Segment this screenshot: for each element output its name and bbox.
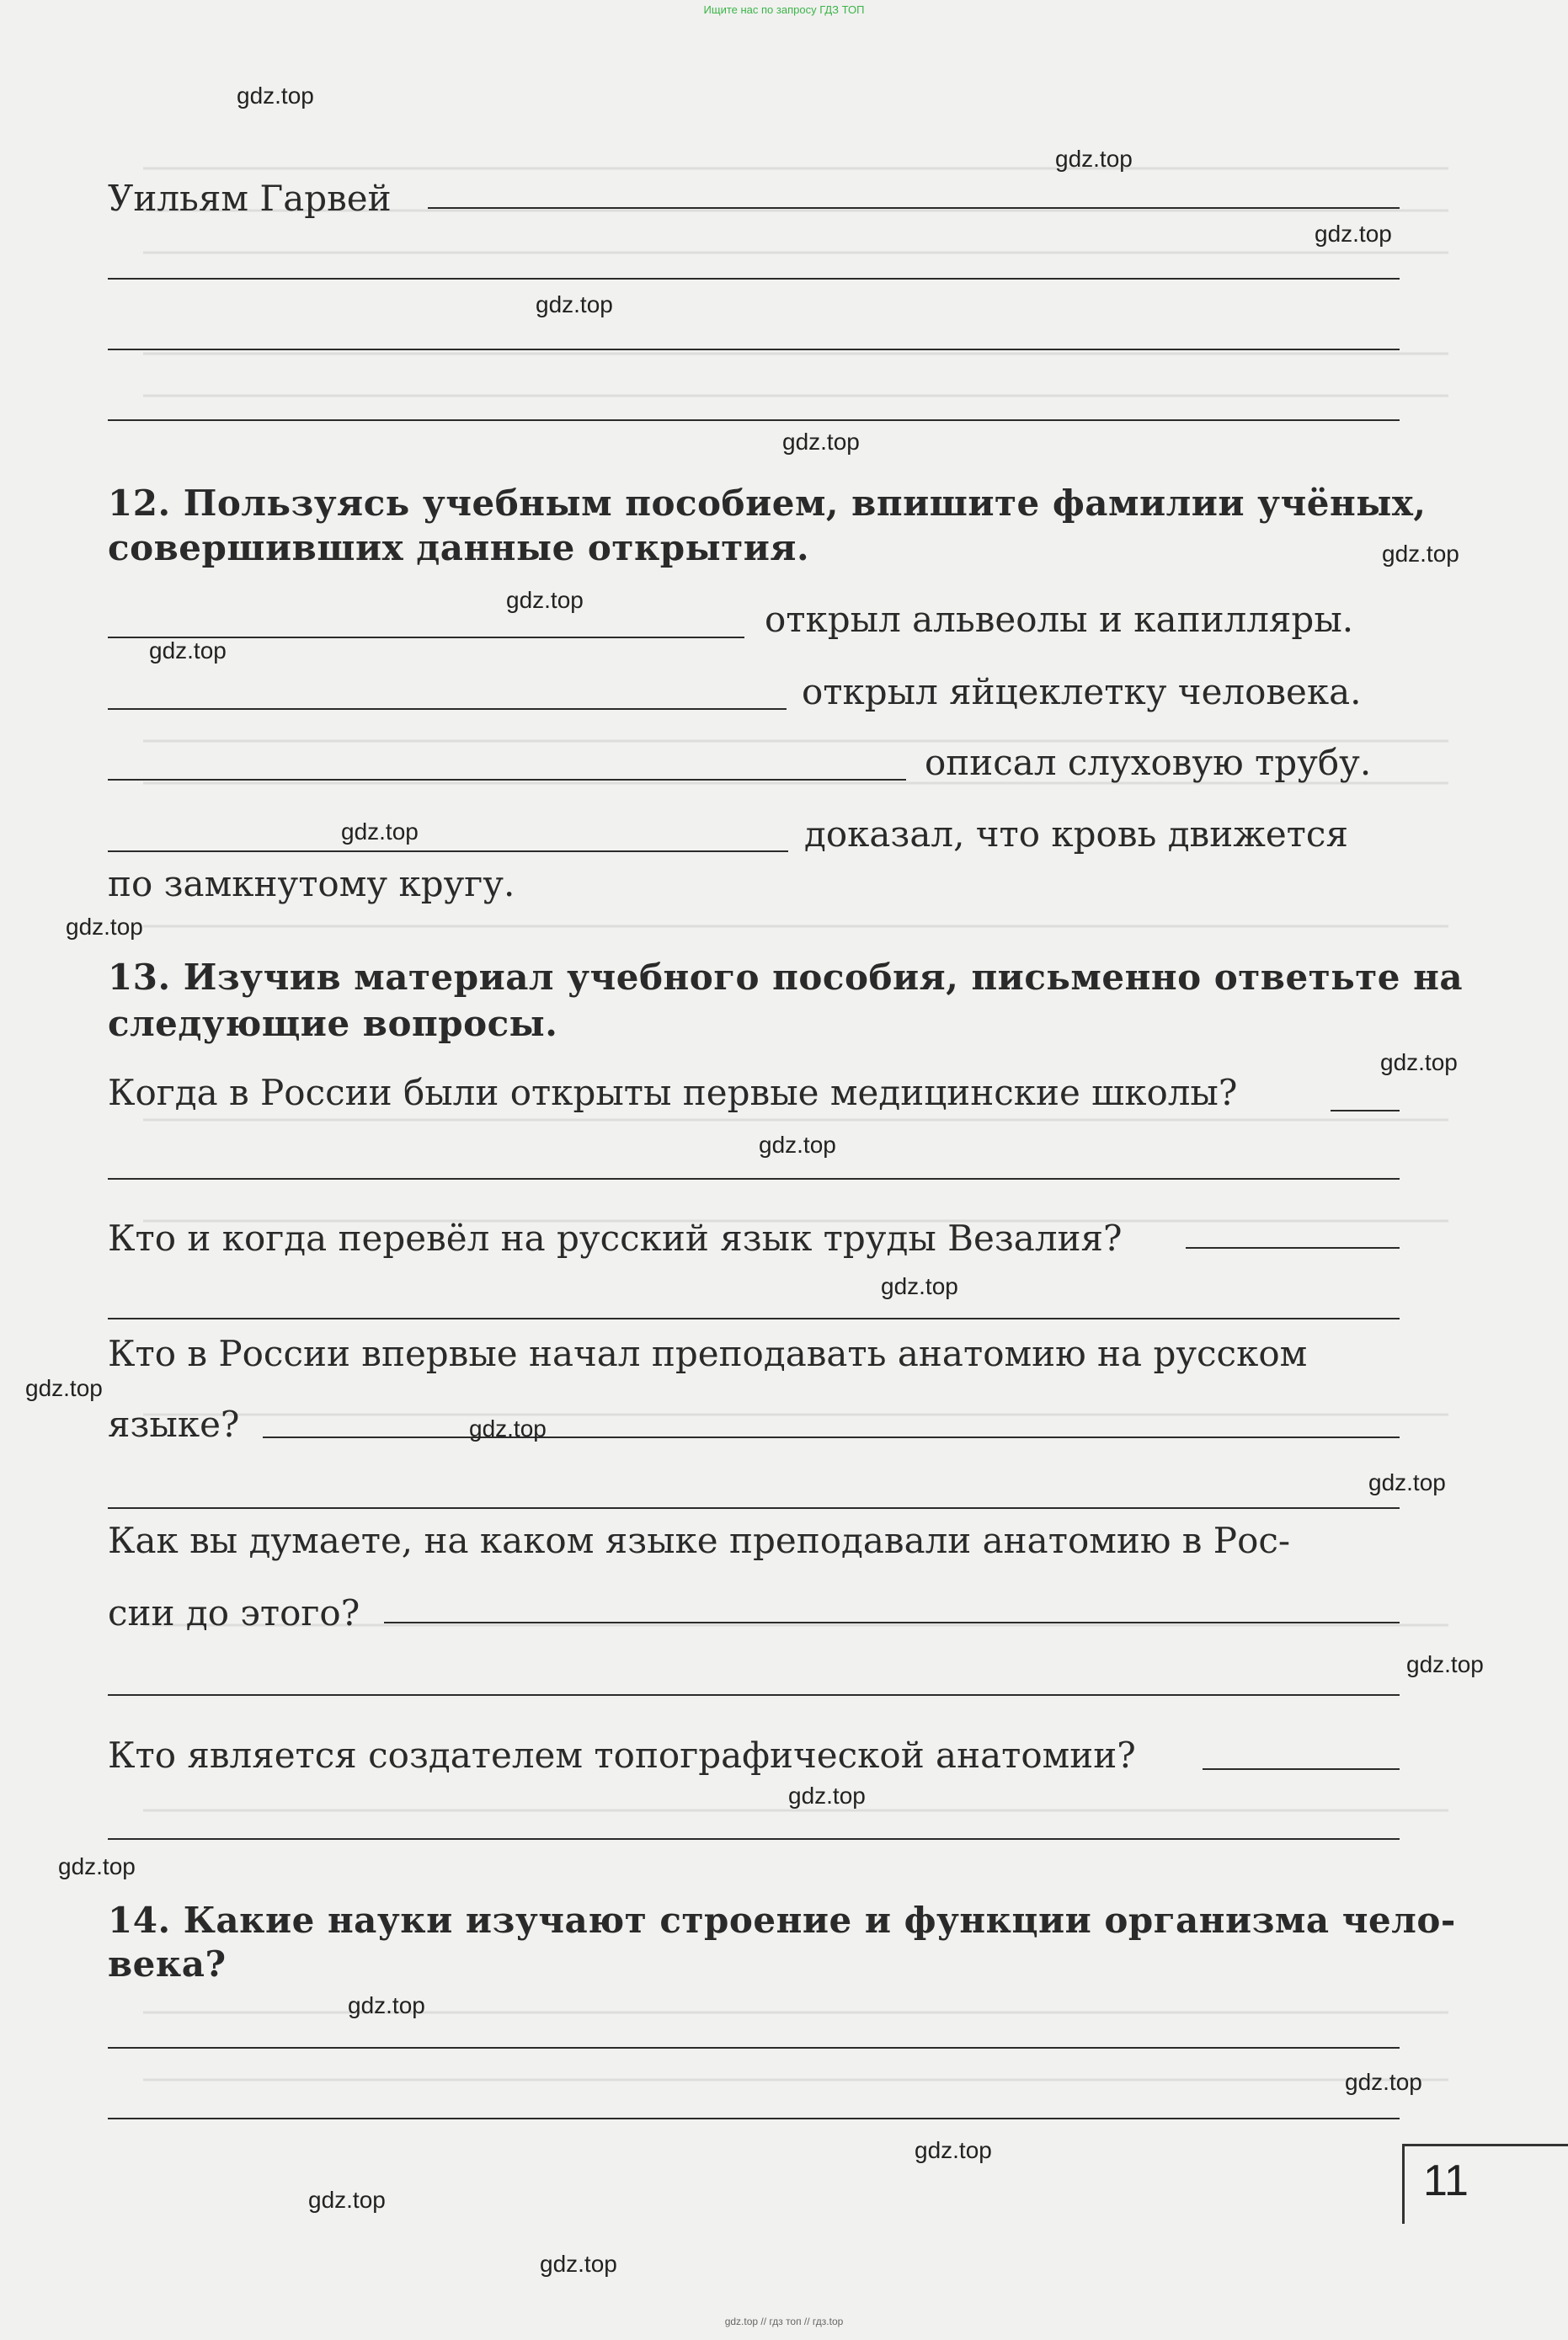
answer-line[interactable] — [108, 779, 906, 781]
watermark: gdz.top — [540, 2251, 617, 2277]
answer-line[interactable] — [108, 850, 788, 852]
answer-line[interactable] — [108, 1318, 1400, 1319]
answer-line[interactable] — [108, 1838, 1400, 1840]
watermark: gdz.top — [58, 1853, 136, 1879]
question-12-heading: 12. Пользуясь учебным пособием, впишите фамилии учёных, — [108, 482, 1427, 524]
question-12-heading-cont: совершивших данные открытия. — [108, 527, 810, 568]
answer-line[interactable] — [108, 708, 787, 710]
watermark: gdz.top — [237, 83, 314, 109]
watermark: gdz.top — [25, 1375, 103, 1401]
scientist-label-harvey: Уильям Гарвей — [108, 178, 392, 219]
question-text: Кто является создателем топографической анатомии? — [108, 1735, 1136, 1776]
watermark: gdz.top — [1055, 146, 1133, 172]
watermark: gdz.top — [506, 587, 584, 613]
answer-line[interactable] — [108, 278, 1400, 280]
question-14-heading: 14. Какие науки изучают строение и функции организма чело- — [108, 1900, 1456, 1941]
answer-line[interactable] — [108, 1694, 1400, 1696]
bottom-banner: gdz.top // гдз топ // гдз.top — [724, 2316, 844, 2327]
question-13-heading: 13. Изучив материал учебного пособия, письменно ответьте на — [108, 957, 1464, 998]
watermark: gdz.top — [1345, 2069, 1422, 2095]
watermark: gdz.top — [1380, 1049, 1458, 1075]
answer-line[interactable] — [1203, 1768, 1400, 1770]
watermark: gdz.top — [759, 1132, 836, 1158]
watermark: gdz.top — [308, 2187, 386, 2213]
watermark: gdz.top — [1382, 541, 1459, 567]
watermark: gdz.top — [1315, 221, 1392, 247]
answer-line[interactable] — [108, 419, 1400, 421]
discovery-text: описал слуховую трубу. — [925, 742, 1372, 783]
answer-line[interactable] — [108, 349, 1400, 350]
answer-line[interactable] — [1186, 1247, 1400, 1249]
answer-line[interactable] — [384, 1622, 1400, 1623]
question-13-heading-cont: следующие вопросы. — [108, 1003, 558, 1044]
question-text-cont: языке? — [108, 1404, 240, 1445]
page-number: 11 — [1423, 2156, 1469, 2205]
watermark: gdz.top — [469, 1415, 547, 1442]
answer-line[interactable] — [263, 1437, 1400, 1438]
watermark: gdz.top — [536, 291, 613, 317]
discovery-text-cont: по замкнутому кругу. — [108, 863, 515, 904]
discovery-text: открыл яйцеклетку человека. — [802, 671, 1362, 712]
question-text: Когда в России были открыты первые медицинские школы? — [108, 1072, 1238, 1113]
discovery-text: доказал, что кровь движется — [804, 813, 1348, 855]
watermark: gdz.top — [341, 818, 419, 845]
answer-line[interactable] — [108, 2047, 1400, 2049]
question-14-heading-cont: века? — [108, 1943, 227, 1985]
watermark: gdz.top — [915, 2137, 992, 2163]
watermark: gdz.top — [348, 1992, 425, 2018]
answer-line[interactable] — [1331, 1110, 1400, 1111]
answer-line[interactable] — [108, 1178, 1400, 1180]
watermark: gdz.top — [1406, 1651, 1484, 1677]
watermark: gdz.top — [782, 429, 860, 455]
answer-line[interactable] — [108, 1507, 1400, 1509]
question-text: Кто и когда перевёл на русский язык труды Везалия? — [108, 1218, 1123, 1259]
answer-line[interactable] — [428, 207, 1400, 209]
question-text: Как вы думаете, на каком языке преподавали анатомию в Рос- — [108, 1520, 1291, 1561]
watermark: gdz.top — [881, 1273, 958, 1299]
watermark: gdz.top — [1368, 1469, 1446, 1495]
question-text-cont: сии до этого? — [108, 1592, 360, 1634]
answer-line[interactable] — [108, 2118, 1400, 2119]
question-text: Кто в России впервые начал преподавать анатомию на русском — [108, 1333, 1308, 1374]
watermark: gdz.top — [788, 1783, 866, 1809]
top-banner[interactable]: Ищите нас по запросу ГДЗ ТОП — [703, 3, 865, 16]
discovery-text: открыл альвеолы и капилляры. — [765, 599, 1354, 640]
watermark: gdz.top — [66, 914, 143, 940]
watermark: gdz.top — [149, 637, 227, 664]
